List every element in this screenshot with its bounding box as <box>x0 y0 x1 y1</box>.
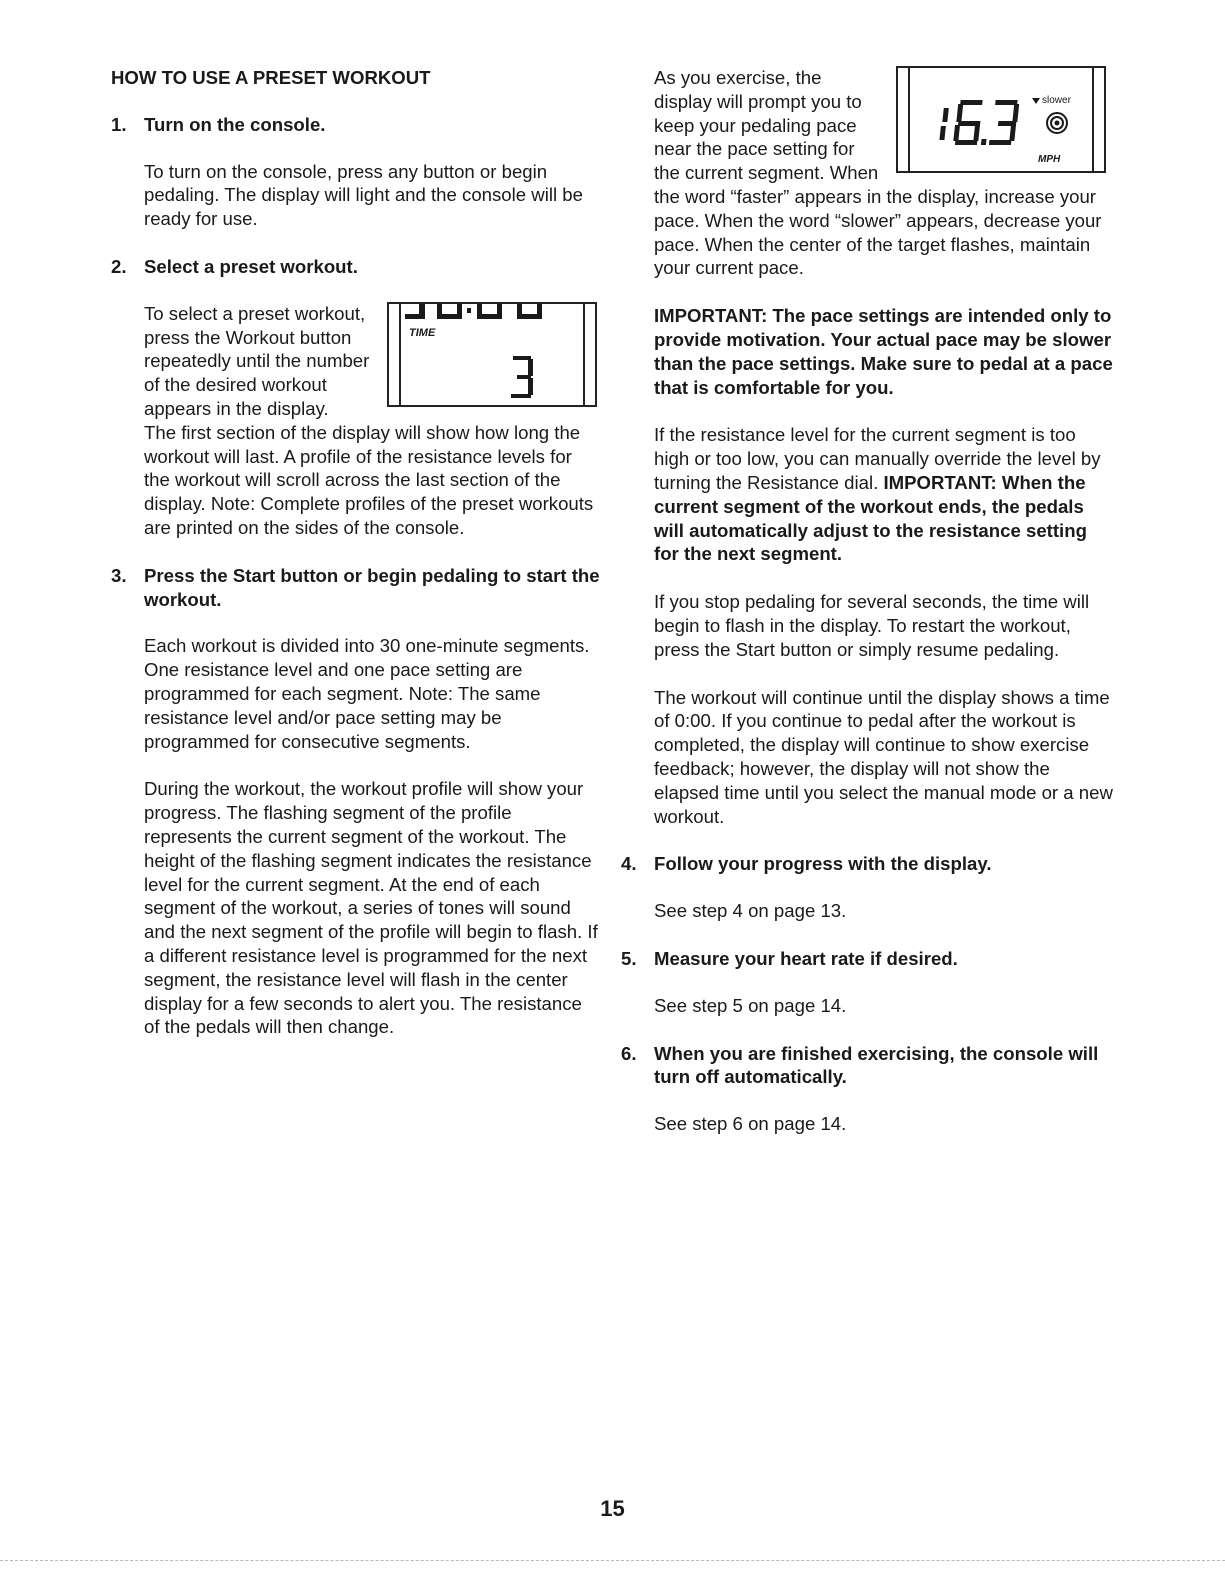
step-number: 4. <box>621 853 637 875</box>
step-6 <box>621 1042 1114 1090</box>
paragraph-workout-continue: The workout will continue until the display shows a time of 0:00. If you continue to pedal after the workout is completed, the display will continue to show exercise feedback; however, the display will not show the elapsed time until you select the manual mode or a new workout. <box>654 686 1113 827</box>
paragraph-each-workout: Each workout is divided into 30 one-minute segments. One resistance level and one pace setting are programmed for each segment. Note: The same resistance level and/or pace setting may be programmed for consecutive segments. <box>144 635 590 752</box>
left-column <box>111 66 601 1063</box>
step-title: Measure your heart rate if desired. <box>654 947 958 969</box>
slower-indicator: slower <box>1042 95 1071 106</box>
paragraph-important-pace: IMPORTANT: The pace settings are intended only to provide motivation. Your actual pace may be slower than the pace settings. Make sure to pedal at a pace that is comfortable for you. <box>654 305 1113 398</box>
paragraph-during-workout: During the workout, the workout profile will show your progress. The flashing segment of the profile represents the current segment of the workout. The height of the flashing segment indicates the resistance level for the current segment. At the end of each segment of the workout, a series of tones will sound and the next segment of the profile will begin to flash. If a different resistance level is programmed for the next segment, the resistance level will flash in the center display for a few seconds to alert you. The resistance of the pedals will then change. <box>144 778 598 1038</box>
page-number: 15 <box>600 1496 625 1521</box>
step-title: When you are finished exercising, the console will turn off automatically. <box>654 1042 1099 1088</box>
step-3 <box>111 564 601 612</box>
select-workout-block <box>144 302 601 540</box>
time-label: TIME <box>409 326 436 339</box>
step-title: Turn on the console. <box>144 113 326 135</box>
see-step-4: See step 4 on page 13. <box>654 900 847 922</box>
step-title: Press the Start button or begin pedaling to start the workout. <box>144 564 600 610</box>
step-number: 5. <box>621 947 637 969</box>
paragraph-stop-pedaling: If you stop pedaling for several seconds, the time will begin to flash in the display. To restart the workout, press the Start button or simply resume pedaling. <box>654 591 1090 660</box>
right-column <box>621 66 1114 1160</box>
speed-display-illustration <box>896 66 1106 173</box>
resistance-text: If the resistance level for the current segment is too high or too low, you can manually override the level by turning the Resistance dial. <box>654 424 1101 493</box>
mph-label: MPH <box>1038 154 1061 165</box>
pace-block <box>654 66 1114 280</box>
step-5 <box>621 947 1114 971</box>
workout-display-illustration <box>387 302 597 407</box>
step-2 <box>111 255 601 279</box>
step-4 <box>621 852 1114 876</box>
section-heading: HOW TO USE A PRESET WORKOUT <box>111 67 431 88</box>
bottom-rule <box>0 1560 1225 1562</box>
paragraph-select-workout: To select a preset workout, press the Workout button repeatedly until the number of the desired workout appears in the display. <box>144 302 370 419</box>
workout-lcd-graphic <box>389 304 595 405</box>
step-number: 6. <box>621 1042 637 1064</box>
paragraph-pace: As you exercise, the display will prompt you to keep your pedaling pace near the pace setting for the current segment. When the word “faster” appears in the display, increase your pace. When the word “slower” appears, decrease your pace. When the center of the target flashes, maintain your current pace. <box>654 67 1102 279</box>
step-number: 3. <box>111 564 127 586</box>
resistance-important: IMPORTANT: When the current segment of the workout ends, the pedals will automatically adjust to the resistance setting for the next segment. <box>654 471 1087 565</box>
step-number: 1. <box>111 113 127 135</box>
step-title: Select a preset workout. <box>144 255 358 277</box>
paragraph-first-section: The first section of the display will show how long the workout will last. A profile of the resistance levels for the workout will scroll across the last section of the display. Note: Complete profiles of the preset workouts are printed on the sides of the console. <box>144 421 594 538</box>
step-title: Follow your progress with the display. <box>654 853 992 875</box>
paragraph-turn-on: To turn on the console, press any button or begin pedaling. The display will light and the console will be ready for use. <box>144 160 583 230</box>
paragraph-resistance <box>654 423 1114 566</box>
speed-lcd-graphic <box>898 68 1104 171</box>
see-step-6: See step 6 on page 14. <box>654 1113 847 1135</box>
step-number: 2. <box>111 255 127 277</box>
see-step-5: See step 5 on page 14. <box>654 994 847 1016</box>
step-1 <box>111 113 601 137</box>
